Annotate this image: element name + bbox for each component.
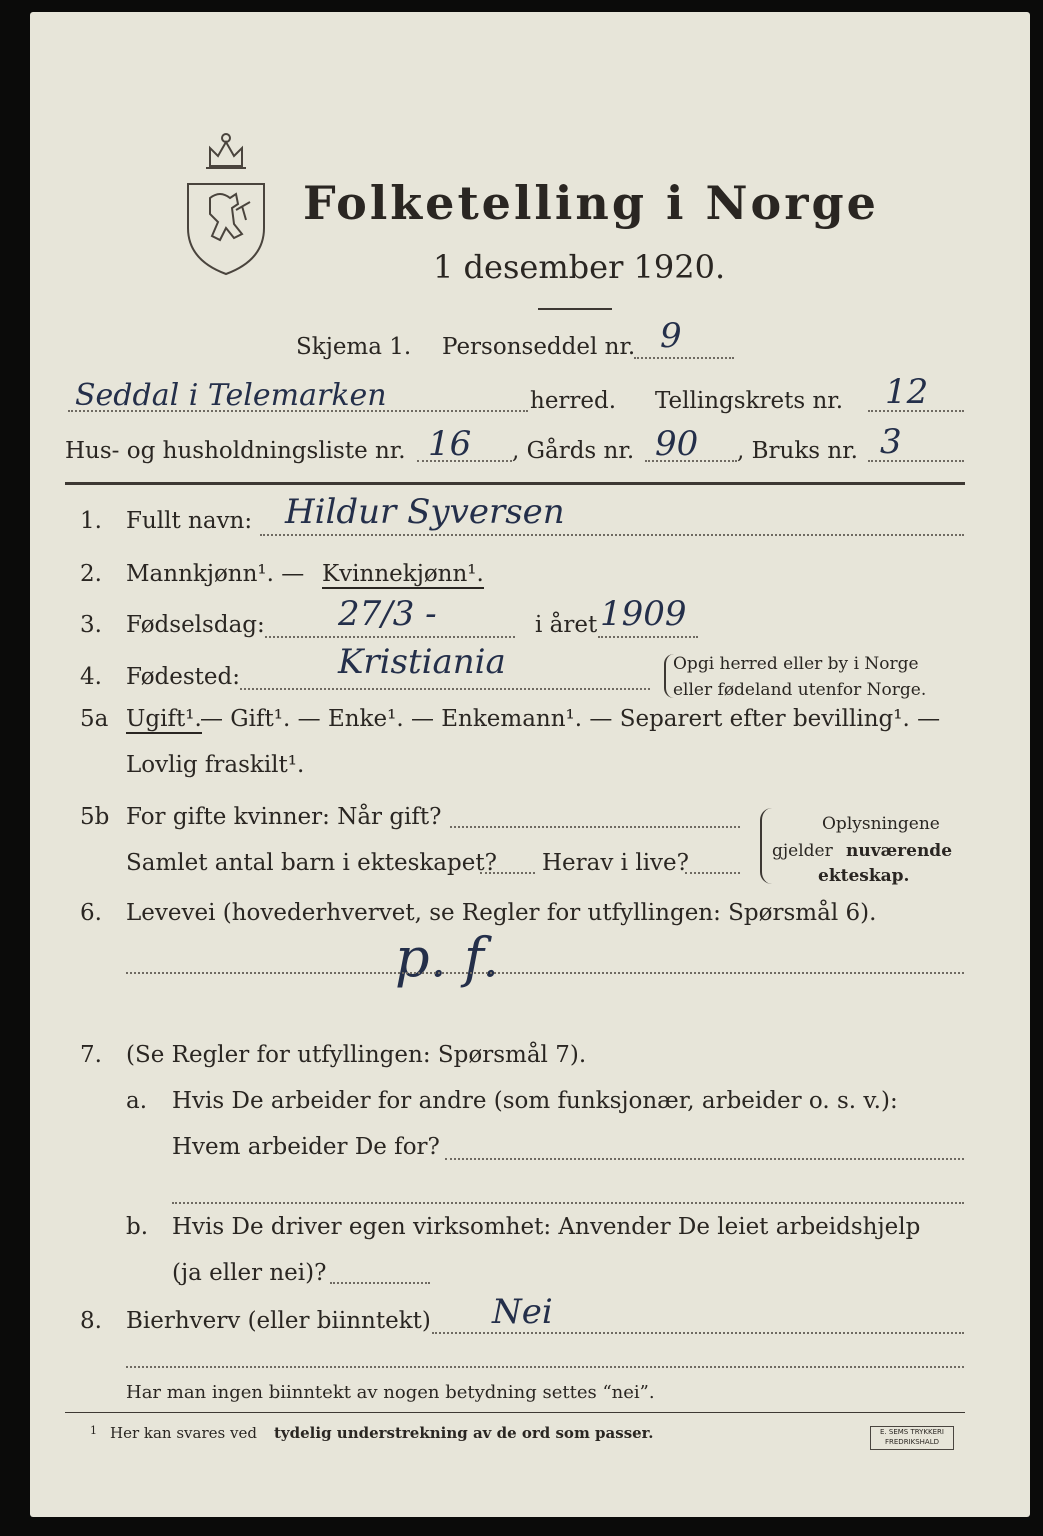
q2-number: 2. [80, 561, 102, 587]
children-alive-field-line [685, 872, 740, 874]
divorced-option[interactable]: Lovlig fraskilt¹. [126, 752, 305, 778]
printer-stamp-line2: FREDRIKSHALD [884, 1438, 939, 1446]
title-divider [538, 308, 612, 310]
gards-value[interactable]: 90 [655, 424, 699, 464]
birthdate-value[interactable]: 27/3 - [338, 594, 437, 634]
q8-number: 8. [80, 1308, 102, 1334]
q4-number: 4. [80, 664, 102, 690]
q7b-question: Hvis De driver egen virksomhet: Anvender De leiet arbeidshjelp [172, 1214, 921, 1240]
q7-number: 7. [80, 1042, 102, 1068]
q6-number: 6. [80, 900, 102, 926]
birthplace-value[interactable]: Kristiania [338, 642, 506, 682]
full-name-label: Fullt navn: [126, 508, 253, 534]
unmarried-option-underlined[interactable]: Ugift¹. [126, 706, 202, 732]
norwegian-coat-of-arms-icon [180, 128, 272, 278]
section-divider [65, 482, 965, 485]
occupation-label: Levevei (hovederhvervet, se Regler for utfyllingen: Spørsmål 6). [126, 900, 877, 926]
hired-help-label: (ja eller nei)? [172, 1260, 327, 1286]
hired-help-field-line [330, 1282, 430, 1284]
footnote-mark: 1 [90, 1424, 97, 1437]
marriage-note-line2b: nuværende [846, 841, 953, 861]
nei-instruction: Har man ingen biinntekt av nogen betydning settes “nei”. [126, 1382, 655, 1403]
q5a-number: 5a [80, 706, 109, 732]
census-date: 1 desember 1920. [433, 248, 726, 286]
personseddel-value[interactable]: 9 [660, 316, 682, 356]
birthplace-note-line2: eller fødeland utenfor Norge. [673, 680, 927, 700]
q7a-question: Hvis De arbeider for andre (som funksjonær, arbeider o. s. v.): [172, 1088, 898, 1114]
marital-status-options[interactable]: — Gift¹. — Enke¹. — Enkemann¹. — Separert efter bevilling¹. — [200, 706, 941, 732]
footnote-divider [65, 1412, 965, 1413]
employer-field-line [445, 1158, 964, 1160]
printer-stamp-line1: E. SEMS TRYKKERI [880, 1428, 944, 1436]
hus-value[interactable]: 16 [428, 424, 472, 464]
employer-label: Hvem arbeider De for? [172, 1134, 440, 1160]
birthplace-field-line [240, 688, 650, 690]
personseddel-label: Personseddel nr. [442, 334, 636, 360]
herred-label: herred. [530, 388, 617, 414]
children-alive-label: Herav i live? [542, 850, 689, 876]
occupation-value[interactable]: p. f. [395, 926, 500, 989]
birthplace-label: Fødested: [126, 664, 241, 690]
employer-field-line-2 [172, 1202, 964, 1204]
full-name-value[interactable]: Hildur Syversen [285, 492, 565, 532]
personseddel-field-line [634, 357, 734, 359]
form-title: Folketelling i Norge [303, 176, 879, 230]
tellingskrets-label: Tellingskrets nr. [655, 388, 844, 414]
footnote-text-b: tydelig understrekning av de ord som passer. [274, 1424, 654, 1442]
side-income-field-line [432, 1332, 964, 1334]
occupation-field-line [126, 972, 964, 974]
full-name-field-line [260, 534, 964, 536]
marriage-note-line3: ekteskap. [818, 866, 910, 886]
bruks-label: , Bruks nr. [737, 438, 858, 464]
q7b-number: b. [126, 1214, 149, 1240]
bruks-value[interactable]: 3 [880, 422, 902, 462]
married-when-field-line [450, 826, 740, 828]
q7-label: (Se Regler for utfyllingen: Spørsmål 7). [126, 1042, 587, 1068]
tellingskrets-value[interactable]: 12 [885, 372, 929, 412]
birthdate-label: Fødselsdag: [126, 612, 265, 638]
hus-label: Hus- og husholdningsliste nr. [65, 438, 406, 464]
footnote-text-a: Her kan svares ved [110, 1424, 257, 1442]
herred-value[interactable]: Seddal i Telemarken [75, 378, 387, 413]
q7a-number: a. [126, 1088, 148, 1114]
side-income-field-line-2 [126, 1366, 964, 1368]
female-option-underlined[interactable]: Kvinnekjønn¹. [322, 561, 484, 587]
printer-stamp [870, 1426, 954, 1450]
birthdate-field-line [265, 636, 515, 638]
birth-year-value[interactable]: 1909 [600, 594, 687, 634]
birth-year-field-line [598, 636, 698, 638]
skjema-label: Skjema 1. [296, 334, 412, 360]
marriage-note-bracket [760, 808, 772, 884]
birth-year-label: i året [535, 612, 598, 638]
marriage-note-line2a: gjelder [772, 841, 833, 861]
birthplace-note-line1: Opgi herred eller by i Norge [673, 654, 919, 674]
herred-field-line [68, 410, 528, 412]
q1-number: 1. [80, 508, 102, 534]
male-option[interactable]: Mannkjønn¹. — [126, 561, 305, 587]
side-income-label: Bierhverv (eller biinntekt) [126, 1308, 431, 1334]
married-when-label: For gifte kvinner: Når gift? [126, 804, 442, 830]
marriage-note-line1: Oplysningene [822, 814, 940, 834]
q5b-number: 5b [80, 804, 110, 830]
side-income-value[interactable]: Nei [492, 1292, 553, 1332]
children-total-label: Samlet antal barn i ekteskapet? [126, 850, 497, 876]
children-total-field-line [480, 872, 535, 874]
gards-label: , Gårds nr. [512, 438, 635, 464]
q3-number: 3. [80, 612, 102, 638]
